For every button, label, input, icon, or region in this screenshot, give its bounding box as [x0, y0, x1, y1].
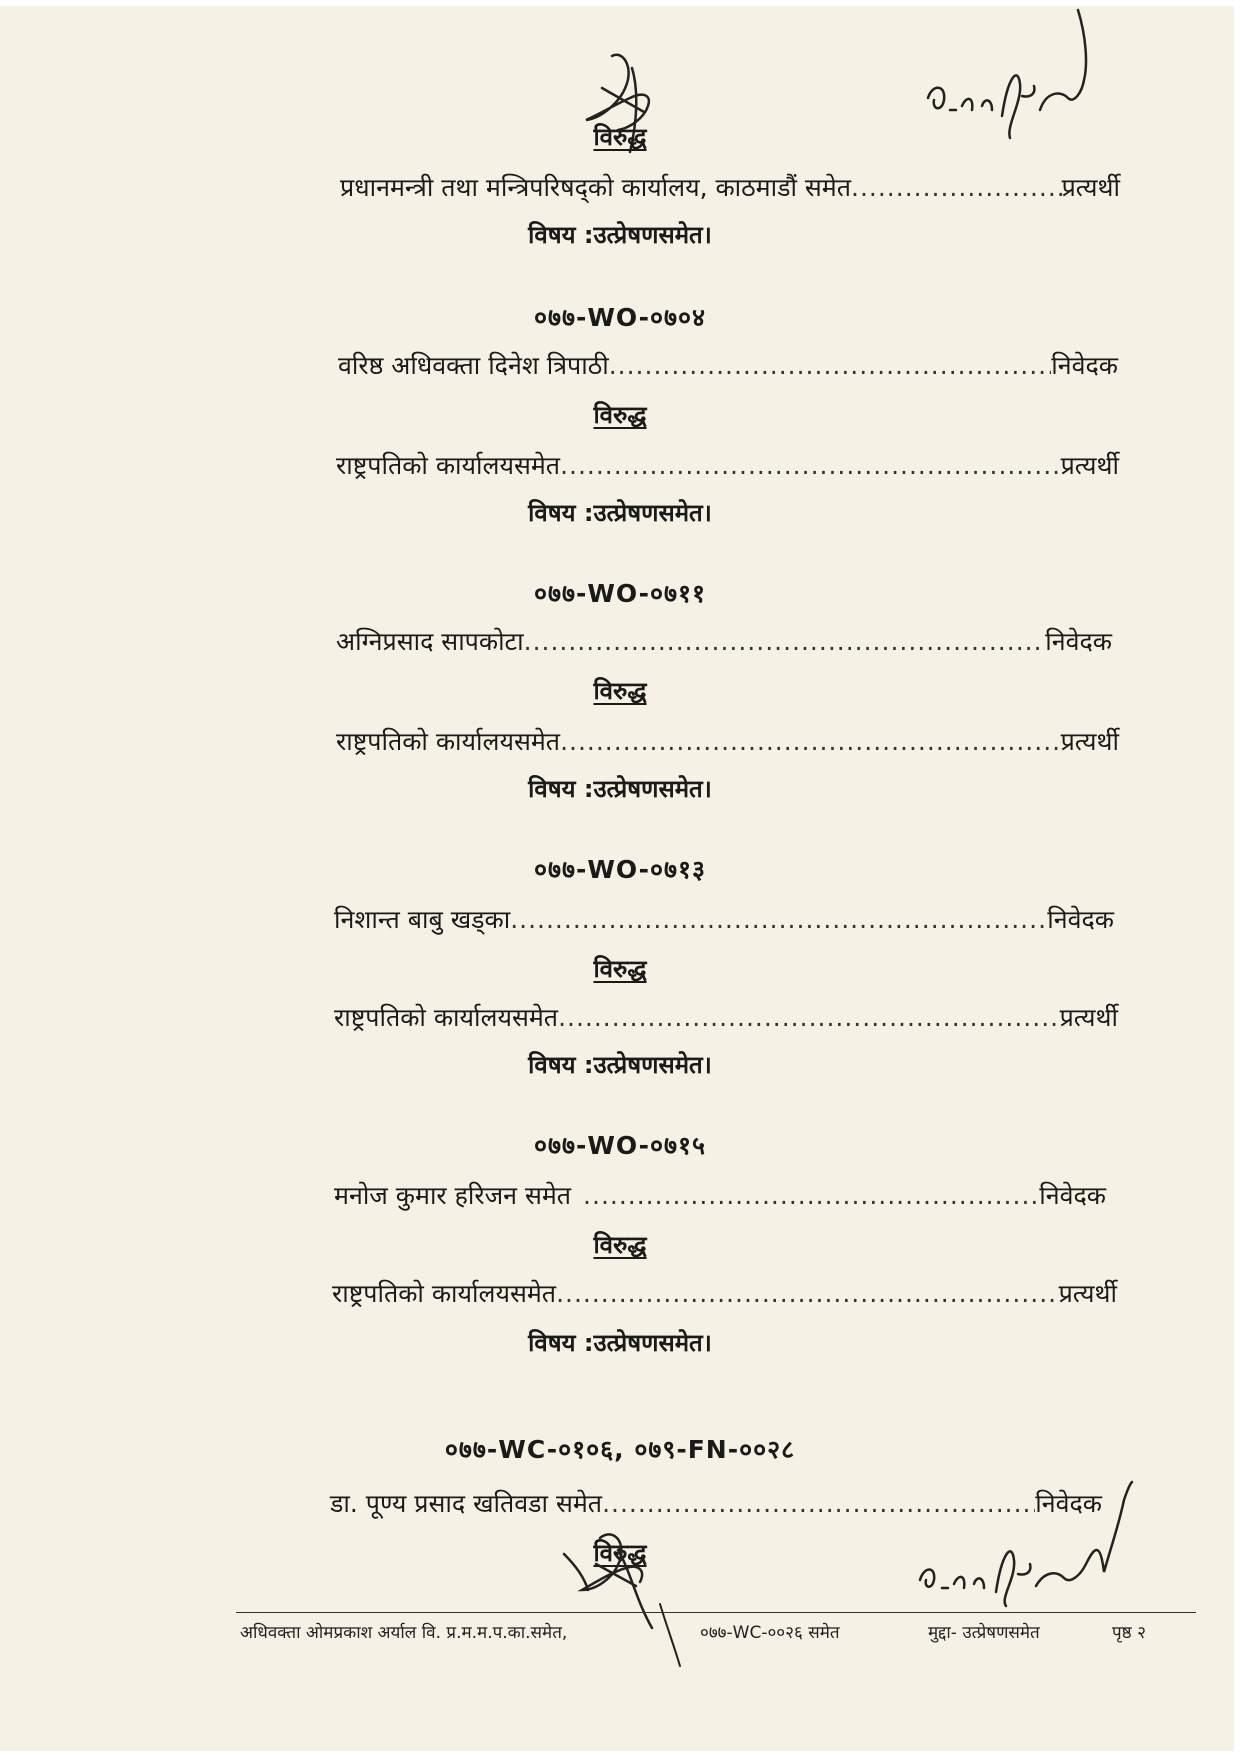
respondent-name: प्रधानमन्त्री तथा मन्त्रिपरिषद्‌को कार्यालय, काठमाडौं समेत [340, 173, 852, 202]
footer-caption: अधिवक्ता ओमप्रकाश अर्याल वि. प्र.म.म.प.का.समेत, [240, 1623, 568, 1643]
versus-heading: विरुद्ध [593, 677, 647, 705]
footer-rule [236, 1612, 1196, 1613]
subject-line: विषय :उत्प्रेषणसमेत। [528, 499, 712, 527]
respondent-name: राष्ट्रपतिको कार्यालयसमेत [336, 727, 561, 756]
footer-pen-stroke [656, 1600, 686, 1670]
leader-dots [558, 1003, 1060, 1032]
case-number: ०७७-WC-०१०६, ०७९-FN-००२८ [444, 1435, 796, 1464]
versus-heading: विरुद्ध [593, 123, 647, 151]
petitioner-role: निवेदक [1035, 1489, 1102, 1518]
petitioner-name: मनोज कुमार हरिजन समेत [334, 1181, 572, 1210]
petitioner-name: डा. पूण्य प्रसाद खतिवडा समेत [330, 1489, 603, 1518]
subject-line: विषय :उत्प्रेषणसमेत। [528, 775, 712, 803]
respondent-line [340, 170, 1120, 204]
petitioner-role: निवेदक [1039, 1181, 1106, 1210]
case-number: ०७७-WO-०७१५ [533, 1131, 707, 1160]
respondent-line [334, 1000, 1118, 1034]
leader-dots [851, 173, 1062, 202]
leader-dots [556, 1279, 1059, 1308]
petitioner-role: निवेदक [1045, 627, 1112, 656]
respondent-role: प्रत्यर्थी [1061, 173, 1120, 202]
signature-bottom-right [914, 1480, 1144, 1610]
petitioner-role: निवेदक [1047, 905, 1114, 934]
case-number: ०७७-WO-०७०४ [533, 303, 707, 332]
respondent-role: प्रत्यर्थी [1058, 1279, 1117, 1308]
leader-dots [510, 905, 1047, 934]
petitioner-role: निवेदक [1051, 351, 1118, 380]
petitioner-name: अग्निप्रसाद सापकोटा [336, 627, 524, 656]
footer-page-number: पृष्ठ २ [1112, 1623, 1146, 1643]
versus-heading: विरुद्ध [593, 1231, 647, 1259]
respondent-line [332, 1276, 1117, 1310]
footer-case-ref: ०७७-WC-००२६ समेत [700, 1623, 840, 1643]
versus-heading: विरुद्ध [593, 1539, 647, 1567]
respondent-role: प्रत्यर्थी [1059, 1003, 1118, 1032]
leader-dots [609, 351, 1052, 380]
case-number: ०७७-WO-०७११ [533, 579, 707, 608]
respondent-name: राष्ट्रपतिको कार्यालयसमेत [332, 1279, 557, 1308]
leader-dots [583, 1181, 1039, 1210]
petitioner-name: वरिष्ठ अधिवक्ता दिनेश त्रिपाठी [338, 351, 609, 380]
respondent-role: प्रत्यर्थी [1060, 727, 1119, 756]
subject-line: विषय :उत्प्रेषणसमेत। [528, 221, 712, 249]
case-number: ०७७-WO-०७१३ [533, 855, 707, 884]
respondent-line [336, 448, 1119, 482]
leader-dots [560, 451, 1061, 480]
respondent-role: प्रत्यर्थी [1060, 451, 1119, 480]
petitioner-line [334, 902, 1114, 936]
leader-dots [524, 627, 1046, 656]
petitioner-line [334, 1178, 1106, 1212]
respondent-name: राष्ट्रपतिको कार्यालयसमेत [336, 451, 561, 480]
leader-dots [560, 727, 1061, 756]
petitioner-line [338, 348, 1118, 382]
versus-heading: विरुद्ध [593, 955, 647, 983]
subject-line: विषय :उत्प्रेषणसमेत। [528, 1329, 712, 1357]
petitioner-name: निशान्त बाबु खड्का [334, 905, 511, 934]
subject-line: विषय :उत्प्रेषणसमेत। [528, 1051, 712, 1079]
versus-heading: विरुद्ध [593, 401, 647, 429]
respondent-line [336, 724, 1119, 758]
petitioner-line [336, 624, 1112, 658]
footer-matter: मुद्दा- उत्प्रेषणसमेत [928, 1623, 1040, 1643]
respondent-name: राष्ट्रपतिको कार्यालयसमेत [334, 1003, 559, 1032]
